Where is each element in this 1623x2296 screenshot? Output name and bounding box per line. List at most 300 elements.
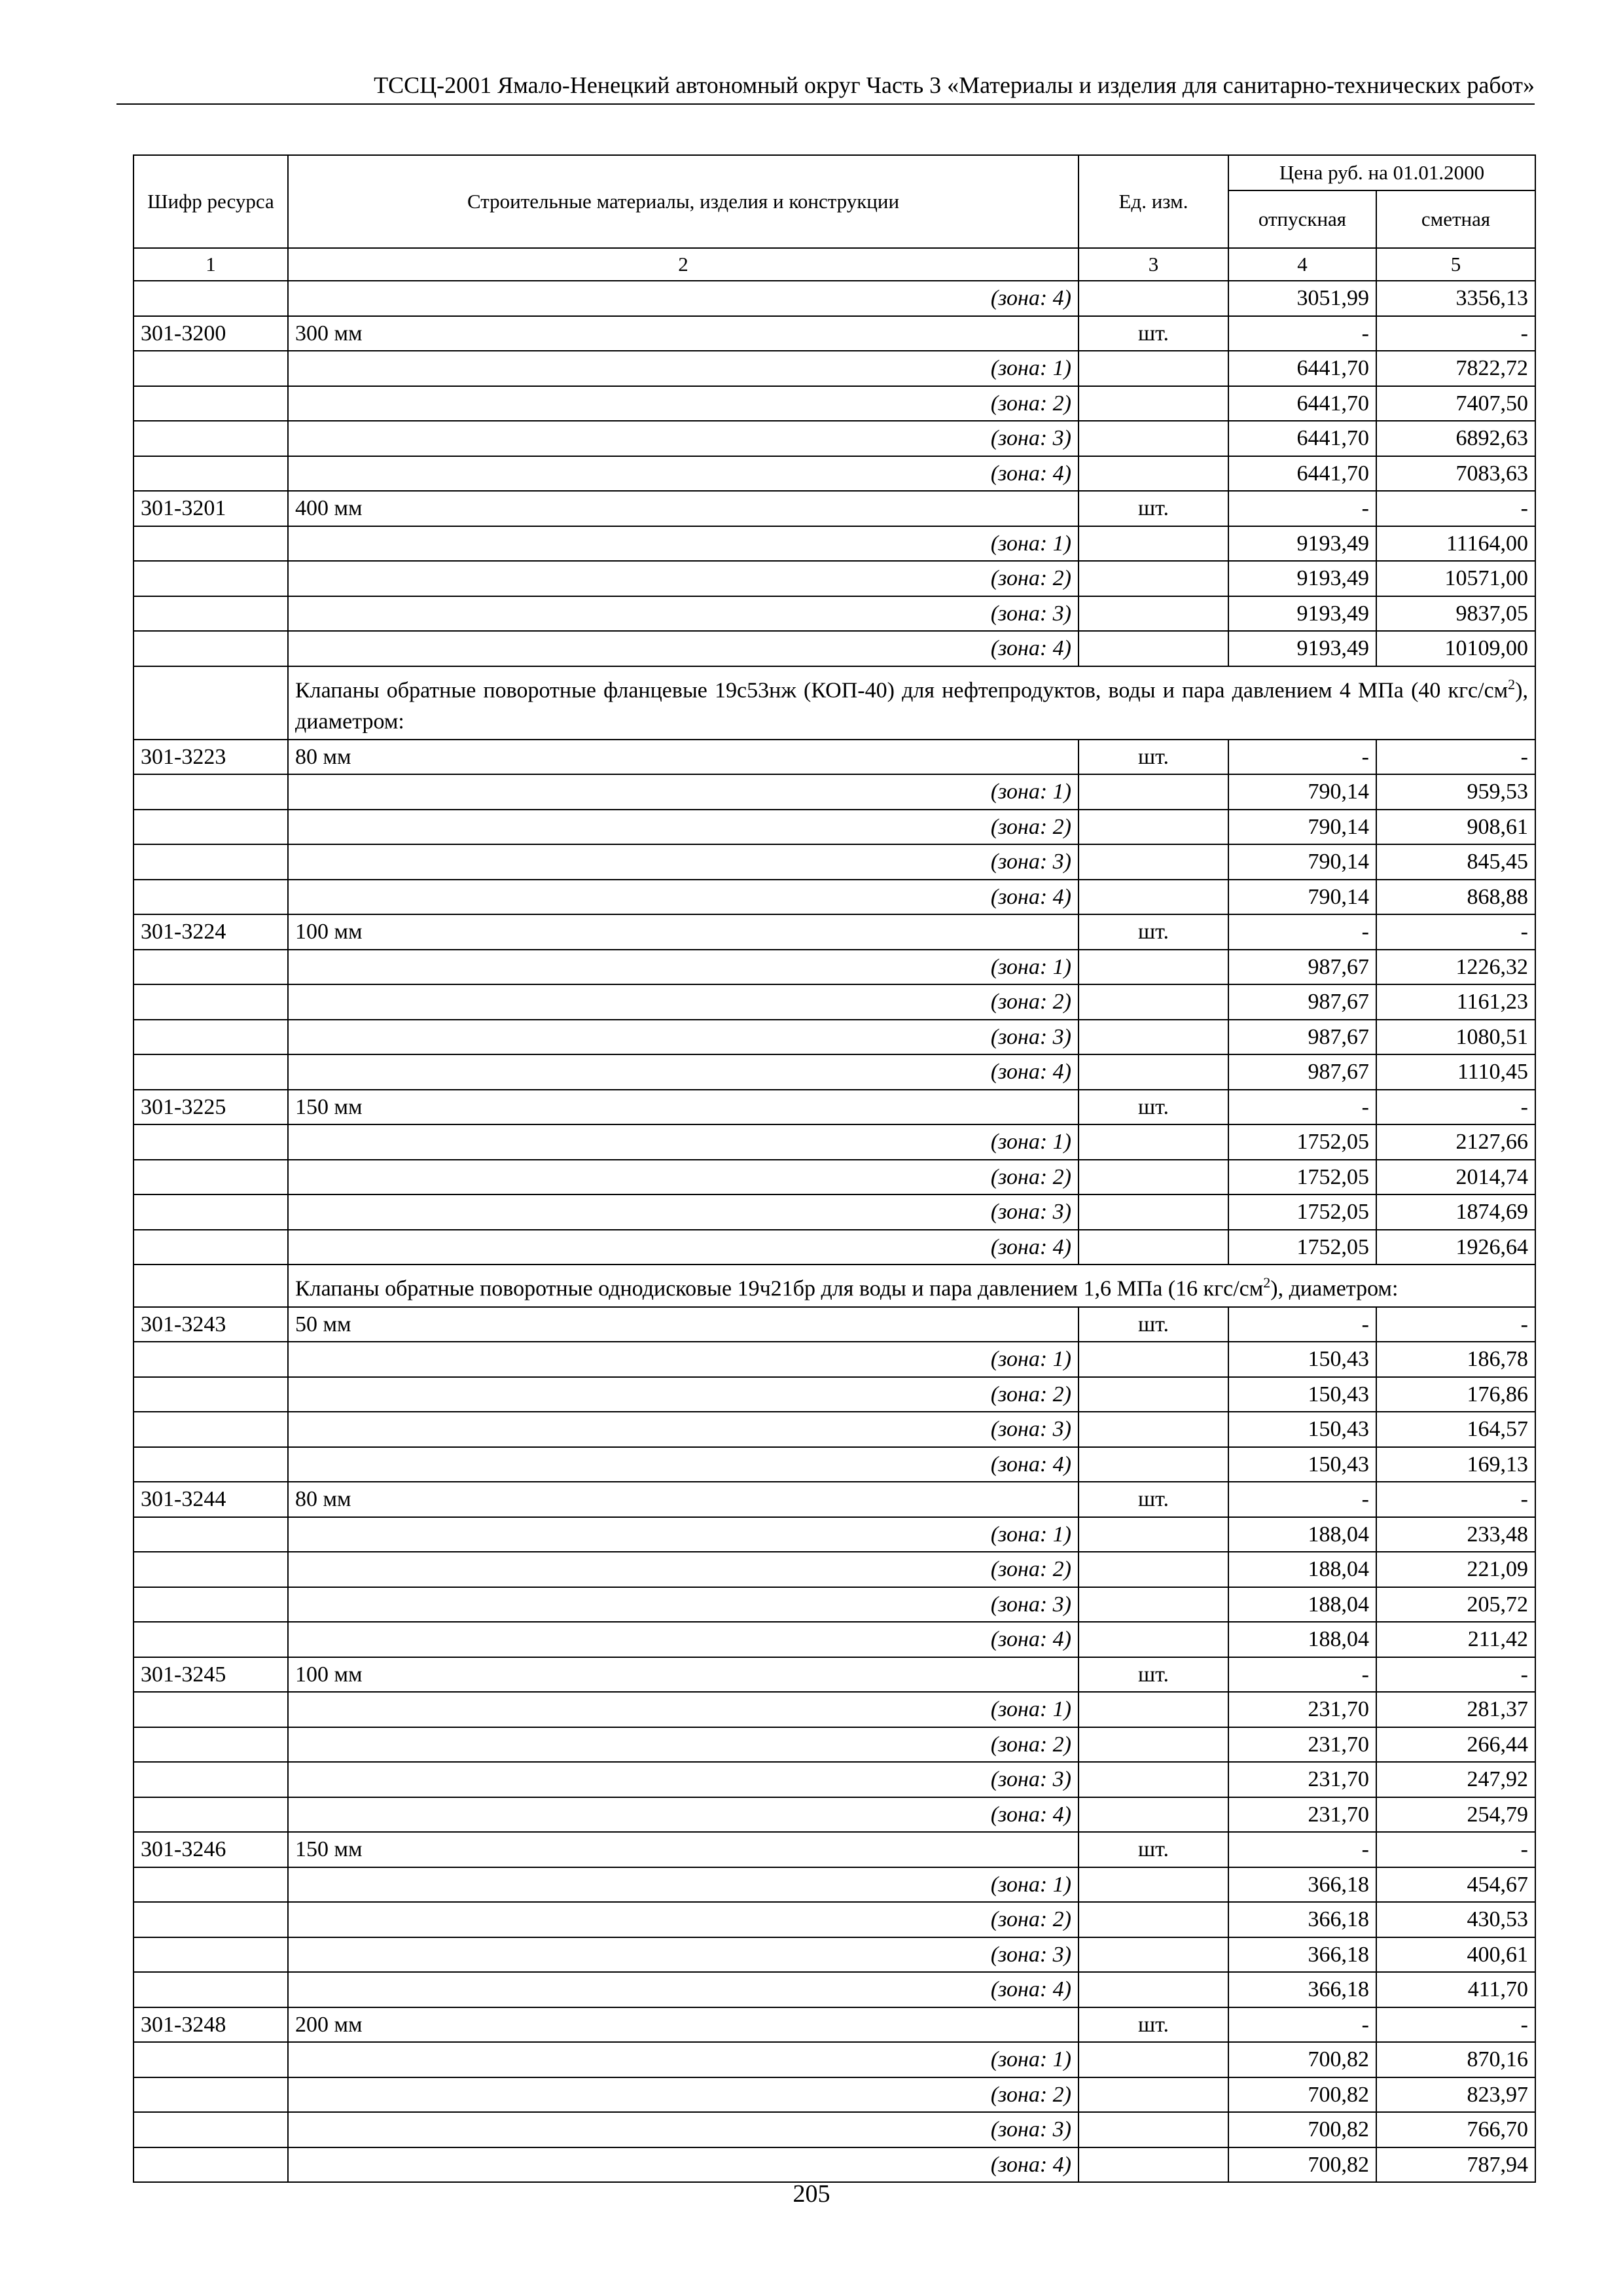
unit <box>1079 1377 1228 1412</box>
unit: шт. <box>1079 1657 1228 1693</box>
estimate-price: 1161,23 <box>1376 984 1535 1020</box>
estimate-price: 10109,00 <box>1376 631 1535 666</box>
unit <box>1079 351 1228 386</box>
resource-code <box>134 1972 288 2007</box>
unit <box>1079 1342 1228 1377</box>
zone-row <box>134 1124 1535 1160</box>
resource-code: 301-3225 <box>134 1090 288 1125</box>
estimate-price: 1926,64 <box>1376 1230 1535 1265</box>
zone-row <box>134 2112 1535 2147</box>
release-price: 6441,70 <box>1228 456 1376 492</box>
unit <box>1079 1552 1228 1587</box>
zone-label: (зона: 2) <box>288 984 1079 1020</box>
zone-label: (зона: 4) <box>288 2147 1079 2183</box>
estimate-price: 908,61 <box>1376 810 1535 845</box>
release-price: - <box>1228 1832 1376 1867</box>
zone-label: (зона: 2) <box>288 1727 1079 1763</box>
zone-label: (зона: 4) <box>288 631 1079 666</box>
group-code-cell <box>134 1265 288 1306</box>
estimate-price: 233,48 <box>1376 1517 1535 1552</box>
release-price: 1752,05 <box>1228 1194 1376 1230</box>
resource-row <box>134 2007 1535 2043</box>
unit <box>1079 1622 1228 1657</box>
zone-row <box>134 561 1535 596</box>
resource-code: 301-3245 <box>134 1657 288 1693</box>
release-price: - <box>1228 740 1376 775</box>
estimate-price: 7083,63 <box>1376 456 1535 492</box>
release-price: 1752,05 <box>1228 1160 1376 1195</box>
resource-row <box>134 1832 1535 1867</box>
resource-code <box>134 1902 288 1937</box>
resource-code <box>134 1447 288 1482</box>
zone-label: (зона: 4) <box>288 1054 1079 1090</box>
resource-code <box>134 1937 288 1973</box>
col-header-unit: Ед. изм. <box>1079 155 1228 248</box>
table-body <box>134 281 1535 2182</box>
unit: шт. <box>1079 740 1228 775</box>
resource-code <box>134 281 288 316</box>
estimate-price: - <box>1376 1482 1535 1517</box>
unit <box>1079 561 1228 596</box>
release-price: - <box>1228 914 1376 950</box>
resource-code <box>134 844 288 880</box>
resource-code <box>134 2112 288 2147</box>
superscript: 2 <box>1263 1274 1271 1291</box>
estimate-price: 247,92 <box>1376 1762 1535 1797</box>
zone-label: (зона: 1) <box>288 774 1079 810</box>
zone-row <box>134 2147 1535 2183</box>
unit: шт. <box>1079 1307 1228 1342</box>
resource-code <box>134 386 288 422</box>
release-price: 9193,49 <box>1228 526 1376 562</box>
estimate-price: 11164,00 <box>1376 526 1535 562</box>
zone-row <box>134 1517 1535 1552</box>
zone-row <box>134 2077 1535 2113</box>
page-number: 205 <box>793 2180 830 2208</box>
zone-row <box>134 1972 1535 2007</box>
zone-label: (зона: 4) <box>288 1797 1079 1833</box>
resource-row <box>134 491 1535 526</box>
zone-row <box>134 1762 1535 1797</box>
estimate-price: 766,70 <box>1376 2112 1535 2147</box>
release-price: 987,67 <box>1228 984 1376 1020</box>
unit: шт. <box>1079 1832 1228 1867</box>
group-text: Клапаны обратные поворотные однодисковые 19ч21бр для воды и пара давлением 1,6 МПа (16 кгс/см <box>295 1276 1264 1301</box>
group-code-cell <box>134 666 288 740</box>
release-price: - <box>1228 1090 1376 1125</box>
group-row <box>134 1265 1535 1306</box>
col-number: 1 <box>134 248 288 281</box>
release-price: 700,82 <box>1228 2042 1376 2077</box>
estimate-price: 823,97 <box>1376 2077 1535 2113</box>
unit <box>1079 1727 1228 1763</box>
release-price: 6441,70 <box>1228 386 1376 422</box>
estimate-price: 9837,05 <box>1376 596 1535 632</box>
zone-row <box>134 1020 1535 1055</box>
zone-row <box>134 1867 1535 1903</box>
unit <box>1079 1902 1228 1937</box>
unit <box>1079 1972 1228 2007</box>
price-table <box>133 154 1536 2183</box>
zone-row <box>134 631 1535 666</box>
release-price: 231,70 <box>1228 1797 1376 1833</box>
unit <box>1079 2147 1228 2183</box>
estimate-price: 1226,32 <box>1376 950 1535 985</box>
resource-code <box>134 810 288 845</box>
zone-label: (зона: 4) <box>288 456 1079 492</box>
item-name: 50 мм <box>288 1307 1079 1342</box>
release-price: 700,82 <box>1228 2147 1376 2183</box>
resource-row <box>134 1657 1535 1693</box>
zone-label: (зона: 3) <box>288 1762 1079 1797</box>
release-price: 790,14 <box>1228 774 1376 810</box>
item-name: 150 мм <box>288 1832 1079 1867</box>
zone-row <box>134 984 1535 1020</box>
col-number: 3 <box>1079 248 1228 281</box>
estimate-price: - <box>1376 1657 1535 1693</box>
estimate-price: - <box>1376 740 1535 775</box>
zone-row <box>134 1902 1535 1937</box>
zone-label: (зона: 1) <box>288 1692 1079 1727</box>
estimate-price: - <box>1376 491 1535 526</box>
resource-row <box>134 1482 1535 1517</box>
release-price: 9193,49 <box>1228 596 1376 632</box>
unit: шт. <box>1079 1482 1228 1517</box>
release-price: 188,04 <box>1228 1587 1376 1623</box>
release-price: 9193,49 <box>1228 561 1376 596</box>
unit <box>1079 2042 1228 2077</box>
zone-row <box>134 880 1535 915</box>
estimate-price: 266,44 <box>1376 1727 1535 1763</box>
resource-code <box>134 950 288 985</box>
zone-row <box>134 1230 1535 1265</box>
unit <box>1079 281 1228 316</box>
resource-code <box>134 1552 288 1587</box>
resource-row <box>134 316 1535 351</box>
zone-label: (зона: 1) <box>288 526 1079 562</box>
resource-code <box>134 526 288 562</box>
unit: шт. <box>1079 316 1228 351</box>
col-header-price: Цена руб. на 01.01.2000 <box>1228 155 1535 190</box>
estimate-price: 6892,63 <box>1376 421 1535 456</box>
resource-code <box>134 1797 288 1833</box>
estimate-price: 1874,69 <box>1376 1194 1535 1230</box>
release-price: 3051,99 <box>1228 281 1376 316</box>
unit <box>1079 1937 1228 1973</box>
unit <box>1079 950 1228 985</box>
resource-code: 301-3248 <box>134 2007 288 2043</box>
release-price: 188,04 <box>1228 1622 1376 1657</box>
release-price: 366,18 <box>1228 1972 1376 2007</box>
unit <box>1079 1124 1228 1160</box>
unit <box>1079 880 1228 915</box>
resource-code <box>134 2147 288 2183</box>
zone-label: (зона: 2) <box>288 386 1079 422</box>
zone-row <box>134 596 1535 632</box>
unit: шт. <box>1079 914 1228 950</box>
estimate-price: 176,86 <box>1376 1377 1535 1412</box>
zone-label: (зона: 2) <box>288 1902 1079 1937</box>
resource-code <box>134 561 288 596</box>
group-text: Клапаны обратные поворотные фланцевые 19с53нж (КОП-40) для нефтепродуктов, воды и пара давлением 4 МПа (40 кгс/см <box>295 677 1508 702</box>
estimate-price: 7407,50 <box>1376 386 1535 422</box>
resource-code: 301-3246 <box>134 1832 288 1867</box>
resource-code <box>134 1727 288 1763</box>
zone-label: (зона: 2) <box>288 561 1079 596</box>
release-price: 366,18 <box>1228 1867 1376 1903</box>
zone-label: (зона: 3) <box>288 1194 1079 1230</box>
resource-code: 301-3244 <box>134 1482 288 1517</box>
zone-label: (зона: 4) <box>288 1447 1079 1482</box>
estimate-price: 454,67 <box>1376 1867 1535 1903</box>
release-price: 6441,70 <box>1228 421 1376 456</box>
release-price: 231,70 <box>1228 1692 1376 1727</box>
col-number: 2 <box>288 248 1079 281</box>
unit <box>1079 2077 1228 2113</box>
resource-code <box>134 1622 288 1657</box>
estimate-price: 10571,00 <box>1376 561 1535 596</box>
zone-row <box>134 281 1535 316</box>
unit <box>1079 456 1228 492</box>
unit <box>1079 1587 1228 1623</box>
zone-label: (зона: 1) <box>288 1342 1079 1377</box>
zone-row <box>134 351 1535 386</box>
zone-label: (зона: 2) <box>288 1377 1079 1412</box>
estimate-price: 281,37 <box>1376 1692 1535 1727</box>
release-price: - <box>1228 316 1376 351</box>
unit <box>1079 1412 1228 1447</box>
resource-code: 301-3201 <box>134 491 288 526</box>
unit: шт. <box>1079 2007 1228 2043</box>
unit <box>1079 774 1228 810</box>
zone-row <box>134 1447 1535 1482</box>
resource-code <box>134 2042 288 2077</box>
release-price: - <box>1228 491 1376 526</box>
zone-row <box>134 844 1535 880</box>
col-header-estimate: сметная <box>1376 190 1535 248</box>
zone-label: (зона: 2) <box>288 1552 1079 1587</box>
resource-code <box>134 1692 288 1727</box>
estimate-price: 186,78 <box>1376 1342 1535 1377</box>
resource-code <box>134 456 288 492</box>
release-price: 366,18 <box>1228 1937 1376 1973</box>
zone-label: (зона: 2) <box>288 810 1079 845</box>
estimate-price: 411,70 <box>1376 1972 1535 2007</box>
group-text-end: ), диаметром: <box>295 677 1528 734</box>
release-price: - <box>1228 1482 1376 1517</box>
zone-row <box>134 456 1535 492</box>
resource-code <box>134 1230 288 1265</box>
item-name: 300 мм <box>288 316 1079 351</box>
release-price: 987,67 <box>1228 1020 1376 1055</box>
estimate-price: 3356,13 <box>1376 281 1535 316</box>
zone-row <box>134 1377 1535 1412</box>
resource-code <box>134 984 288 1020</box>
estimate-price: - <box>1376 2007 1535 2043</box>
unit <box>1079 1692 1228 1727</box>
item-name: 200 мм <box>288 2007 1079 2043</box>
estimate-price: - <box>1376 1832 1535 1867</box>
estimate-price: 164,57 <box>1376 1412 1535 1447</box>
unit <box>1079 1194 1228 1230</box>
unit <box>1079 844 1228 880</box>
unit <box>1079 1160 1228 1195</box>
group-text-end: ), диаметром: <box>1270 1276 1399 1301</box>
zone-row <box>134 2042 1535 2077</box>
resource-code <box>134 1160 288 1195</box>
zone-row <box>134 1622 1535 1657</box>
zone-label: (зона: 3) <box>288 844 1079 880</box>
col-header-release: отпускная <box>1228 190 1376 248</box>
resource-code <box>134 1762 288 1797</box>
resource-code <box>134 1377 288 1412</box>
release-price: 9193,49 <box>1228 631 1376 666</box>
resource-row <box>134 914 1535 950</box>
estimate-price: 868,88 <box>1376 880 1535 915</box>
zone-label: (зона: 3) <box>288 1412 1079 1447</box>
unit <box>1079 810 1228 845</box>
resource-code <box>134 1020 288 1055</box>
zone-row <box>134 421 1535 456</box>
resource-code <box>134 421 288 456</box>
estimate-price: 430,53 <box>1376 1902 1535 1937</box>
zone-label: (зона: 3) <box>288 2112 1079 2147</box>
release-price: - <box>1228 1307 1376 1342</box>
release-price: - <box>1228 2007 1376 2043</box>
resource-code <box>134 351 288 386</box>
unit <box>1079 1054 1228 1090</box>
release-price: 188,04 <box>1228 1517 1376 1552</box>
estimate-price: - <box>1376 1090 1535 1125</box>
zone-row <box>134 950 1535 985</box>
zone-label: (зона: 4) <box>288 1972 1079 2007</box>
resource-code <box>134 880 288 915</box>
col-number: 5 <box>1376 248 1535 281</box>
unit <box>1079 1020 1228 1055</box>
unit <box>1079 984 1228 1020</box>
item-name: 100 мм <box>288 1657 1079 1693</box>
unit <box>1079 1447 1228 1482</box>
estimate-price: 211,42 <box>1376 1622 1535 1657</box>
resource-code <box>134 1342 288 1377</box>
resource-code <box>134 1194 288 1230</box>
release-price: 150,43 <box>1228 1377 1376 1412</box>
resource-code <box>134 1412 288 1447</box>
zone-label: (зона: 1) <box>288 950 1079 985</box>
estimate-price: 787,94 <box>1376 2147 1535 2183</box>
resource-code <box>134 1124 288 1160</box>
estimate-price: - <box>1376 914 1535 950</box>
item-name: 100 мм <box>288 914 1079 950</box>
estimate-price: 400,61 <box>1376 1937 1535 1973</box>
release-price: 231,70 <box>1228 1762 1376 1797</box>
zone-label: (зона: 1) <box>288 1124 1079 1160</box>
zone-label: (зона: 2) <box>288 1160 1079 1195</box>
unit <box>1079 1230 1228 1265</box>
release-price: 790,14 <box>1228 844 1376 880</box>
release-price: 188,04 <box>1228 1552 1376 1587</box>
release-price: 150,43 <box>1228 1412 1376 1447</box>
estimate-price: 1080,51 <box>1376 1020 1535 1055</box>
unit: шт. <box>1079 491 1228 526</box>
zone-label: (зона: 1) <box>288 351 1079 386</box>
zone-label: (зона: 1) <box>288 1867 1079 1903</box>
zone-label: (зона: 1) <box>288 1517 1079 1552</box>
running-header: ТССЦ-2001 Ямало-Ненецкий автономный округ Часть 3 «Материалы и изделия для санитарно-технических работ» <box>116 71 1535 105</box>
superscript: 2 <box>1508 675 1516 692</box>
resource-row <box>134 1090 1535 1125</box>
zone-label: (зона: 3) <box>288 1587 1079 1623</box>
unit <box>1079 631 1228 666</box>
unit <box>1079 1867 1228 1903</box>
zone-label: (зона: 4) <box>288 281 1079 316</box>
zone-row <box>134 1194 1535 1230</box>
zone-row <box>134 1412 1535 1447</box>
resource-code <box>134 2077 288 2113</box>
resource-code <box>134 1587 288 1623</box>
col-header-code: Шифр ресурса <box>134 155 288 248</box>
resource-code <box>134 631 288 666</box>
unit <box>1079 1517 1228 1552</box>
zone-label: (зона: 2) <box>288 2077 1079 2113</box>
zone-label: (зона: 3) <box>288 1937 1079 1973</box>
zone-label: (зона: 4) <box>288 1230 1079 1265</box>
unit <box>1079 1762 1228 1797</box>
unit <box>1079 1797 1228 1833</box>
unit <box>1079 421 1228 456</box>
zone-row <box>134 1797 1535 1833</box>
resource-row <box>134 1307 1535 1342</box>
estimate-price: 169,13 <box>1376 1447 1535 1482</box>
zone-label: (зона: 4) <box>288 1622 1079 1657</box>
zone-label: (зона: 4) <box>288 880 1079 915</box>
resource-code <box>134 1054 288 1090</box>
release-price: 1752,05 <box>1228 1230 1376 1265</box>
estimate-price: 205,72 <box>1376 1587 1535 1623</box>
resource-code: 301-3243 <box>134 1307 288 1342</box>
release-price: 700,82 <box>1228 2112 1376 2147</box>
estimate-price: - <box>1376 1307 1535 1342</box>
release-price: 987,67 <box>1228 1054 1376 1090</box>
item-name: 150 мм <box>288 1090 1079 1125</box>
col-header-name: Строительные материалы, изделия и конструкции <box>288 155 1079 248</box>
resource-code <box>134 774 288 810</box>
estimate-price: 870,16 <box>1376 2042 1535 2077</box>
zone-row <box>134 1342 1535 1377</box>
resource-row <box>134 740 1535 775</box>
resource-code <box>134 1517 288 1552</box>
estimate-price: 959,53 <box>1376 774 1535 810</box>
estimate-price: 7822,72 <box>1376 351 1535 386</box>
zone-row <box>134 386 1535 422</box>
col-number: 4 <box>1228 248 1376 281</box>
zone-row <box>134 1552 1535 1587</box>
release-price: 1752,05 <box>1228 1124 1376 1160</box>
zone-row <box>134 1054 1535 1090</box>
estimate-price: 1110,45 <box>1376 1054 1535 1090</box>
resource-code <box>134 1867 288 1903</box>
item-name: 80 мм <box>288 740 1079 775</box>
resource-code: 301-3223 <box>134 740 288 775</box>
unit: шт. <box>1079 1090 1228 1125</box>
release-price: 790,14 <box>1228 810 1376 845</box>
zone-row <box>134 1727 1535 1763</box>
release-price: 987,67 <box>1228 950 1376 985</box>
release-price: 6441,70 <box>1228 351 1376 386</box>
unit <box>1079 596 1228 632</box>
release-price: 150,43 <box>1228 1342 1376 1377</box>
estimate-price: - <box>1376 316 1535 351</box>
